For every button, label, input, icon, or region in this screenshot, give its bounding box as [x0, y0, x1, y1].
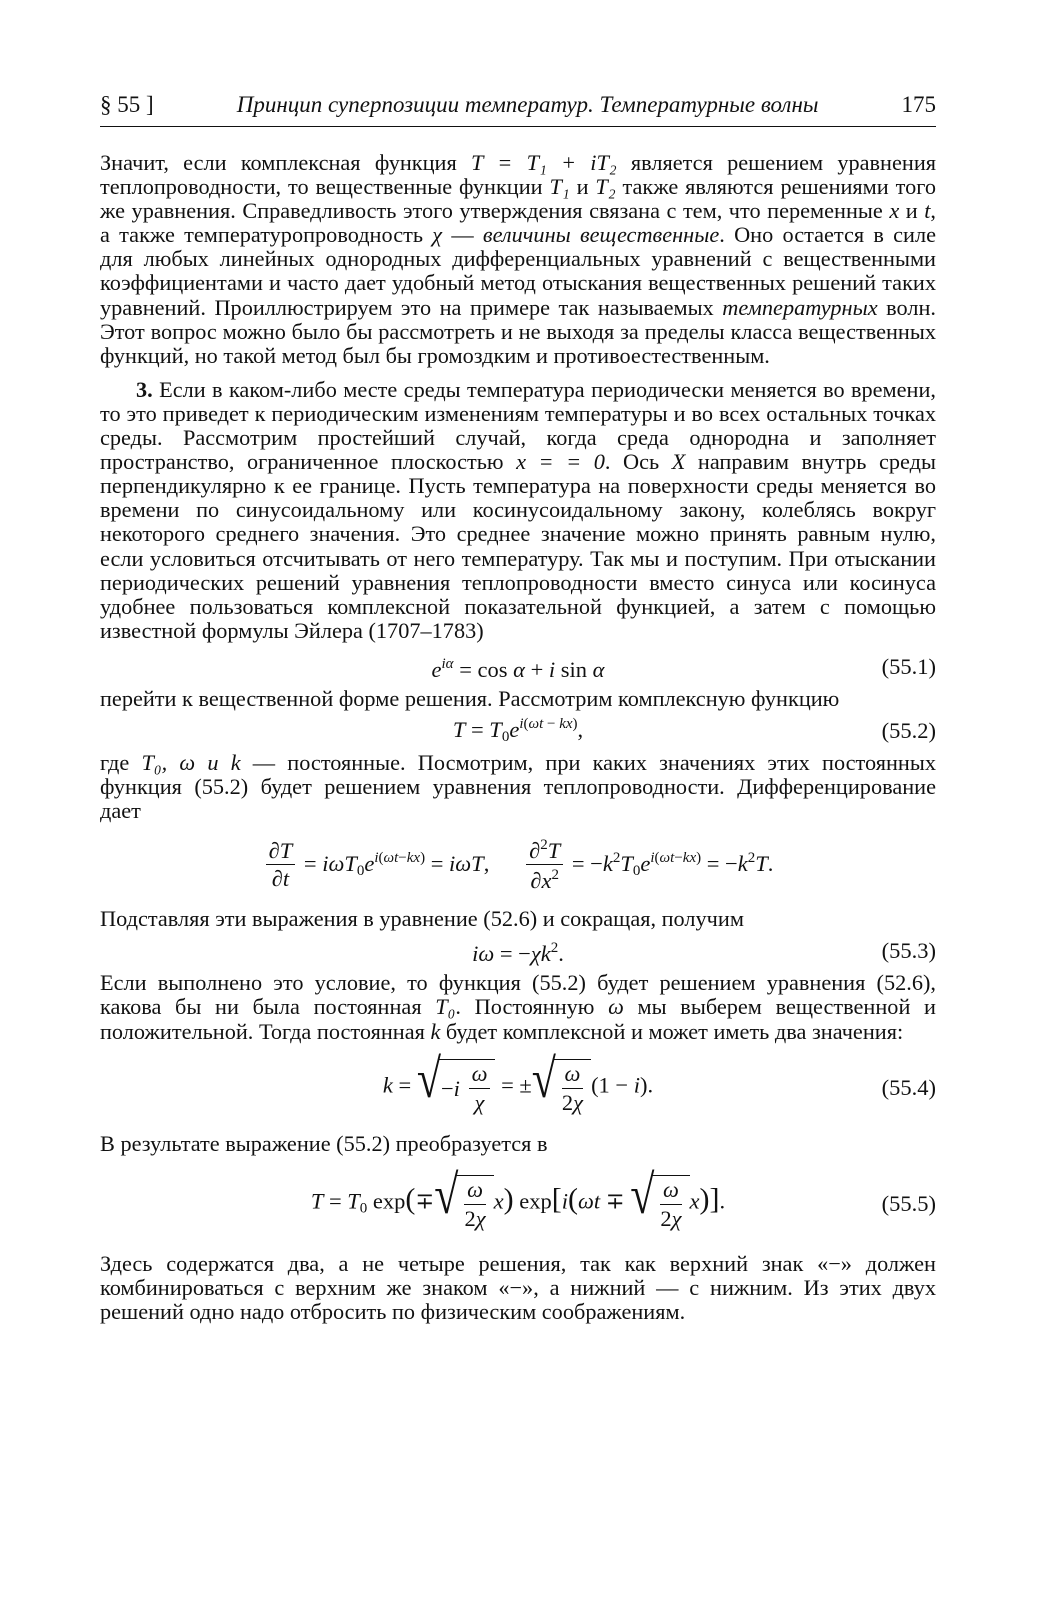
header-title: Принцип суперпозиции температур. Температурные волны [236, 92, 819, 117]
paragraph-6: Если выполнено это условие, то функция (55.2) будет решением уравнения (52.6), какова бы ни была постоянная T₀. Постоянную ω мы выберем вещественной и положительной. Тогда постоянная k будет комплексной и может иметь два значения: [100, 970, 936, 1044]
paragraph-8: Здесь содержатся два, а не четыре решения, так как верхний знак «−» должен комбинироваться с верхним же знаком «−», а нижний — с нижним. Из этих двух решений одно надо отбросить по физическим соображениям. [100, 1250, 936, 1324]
paragraph-4: где T₀, ω и k — постоянные. Посмотрим, при каких значениях этих постоянных функция (55.2) будет решением уравнения теплопроводности. Дифференцирование дает [100, 749, 936, 824]
equation-derivatives: $\frac{\partial T}{\partial t}$ = $i\omega T_0e^{i(\omega t-kx)} = i\omega T$, $\frac{\partial^2T}{\partial x^2}$ = $-k^2T_0e^{i(\omega t-kx)} = -k^2T$. [100, 823, 936, 907]
body-text [100, 151, 936, 1324]
running-header [100, 92, 936, 127]
paragraph-2: 3. Если в каком-либо месте среды температура периодически меняется во времени, то это приведет к периодическим изменениям температуры и во всех остальных точках среды. Рассмотрим простейший случай, когда среда однородна и заполняет пространство, ограниченное плоскостью x = = 0. Ось X направим внутрь среды перпендикулярно к ее границе. Пусть температура на поверхности среды меняется во времени по синусоидальному или косинусоидальному закону, колеблясь вокруг некоторого среднего значения. Это среднее значение можно принять равным нулю, если условиться отсчитывать от него температуру. Так мы и поступим. При отыскании периодических решений уравнения теплопроводности вместо синуса или косинуса удобнее пользоваться комплексной показательной функцией, а затем с помощью известной формулы Эйлера (1707–1783) [100, 376, 936, 643]
equation-55-4: k = √ − i $\frac{\omega}{\chi}$ = ± √ $\frac{\omega}{2\chi}$ (1 − i). (55.4) [382, 1048, 936, 1116]
equation-55-3: $i\omega = -\chi k^2$. (55.3) [472, 938, 936, 967]
paragraph-3: перейти к вещественной форме решения. Рассмотрим комплексную функцию [100, 685, 840, 711]
paragraph-7: В результате выражение (55.2) преобразуется в [100, 1130, 548, 1156]
equation-55-1: $e^{i\alpha} = \cos \alpha + i$ sin α (55.1) [431, 653, 936, 682]
page-number: 175 [901, 92, 936, 117]
equation-55-2: $T = T_0e^{i(\omega t - kx)}$, (55.2) [452, 716, 936, 746]
page [100, 92, 936, 1324]
paragraph-1: Значит, если комплексная функция T = T₁ + iT₂ является решением уравнения теплопроводности, то вещественные функции T₁ и T₂ также являются решениями того же уравнения. Справедливость этого утверждения связана с тем, что переменные x и t, а также температуропроводность χ — величины вещественные. Оно остается в силе для любых линейных однородных дифференциальных уравнений с вещественными коэффициентами и часто дает удобный метод отыскания вещественных решений таких уравнений. Проиллюстрируем это на примере так называемых температурных волн. Этот вопрос можно было бы рассмотреть и не выходя за пределы класса вещественных функций, но такой метод был бы громоздким и противоестественным. [100, 150, 937, 368]
section-mark: § 55 ] [100, 92, 154, 117]
equation-55-5: $T = T_0$ exp(∓ √ $\frac{\omega}{2\chi}$ x) exp[i(ωt ∓ √ $\frac{\omega}{2\chi}$ x)]. (55.5) [310, 1164, 936, 1232]
paragraph-5: Подставляя эти выражения в уравнение (52.6) и сокращая, получим [100, 906, 744, 932]
